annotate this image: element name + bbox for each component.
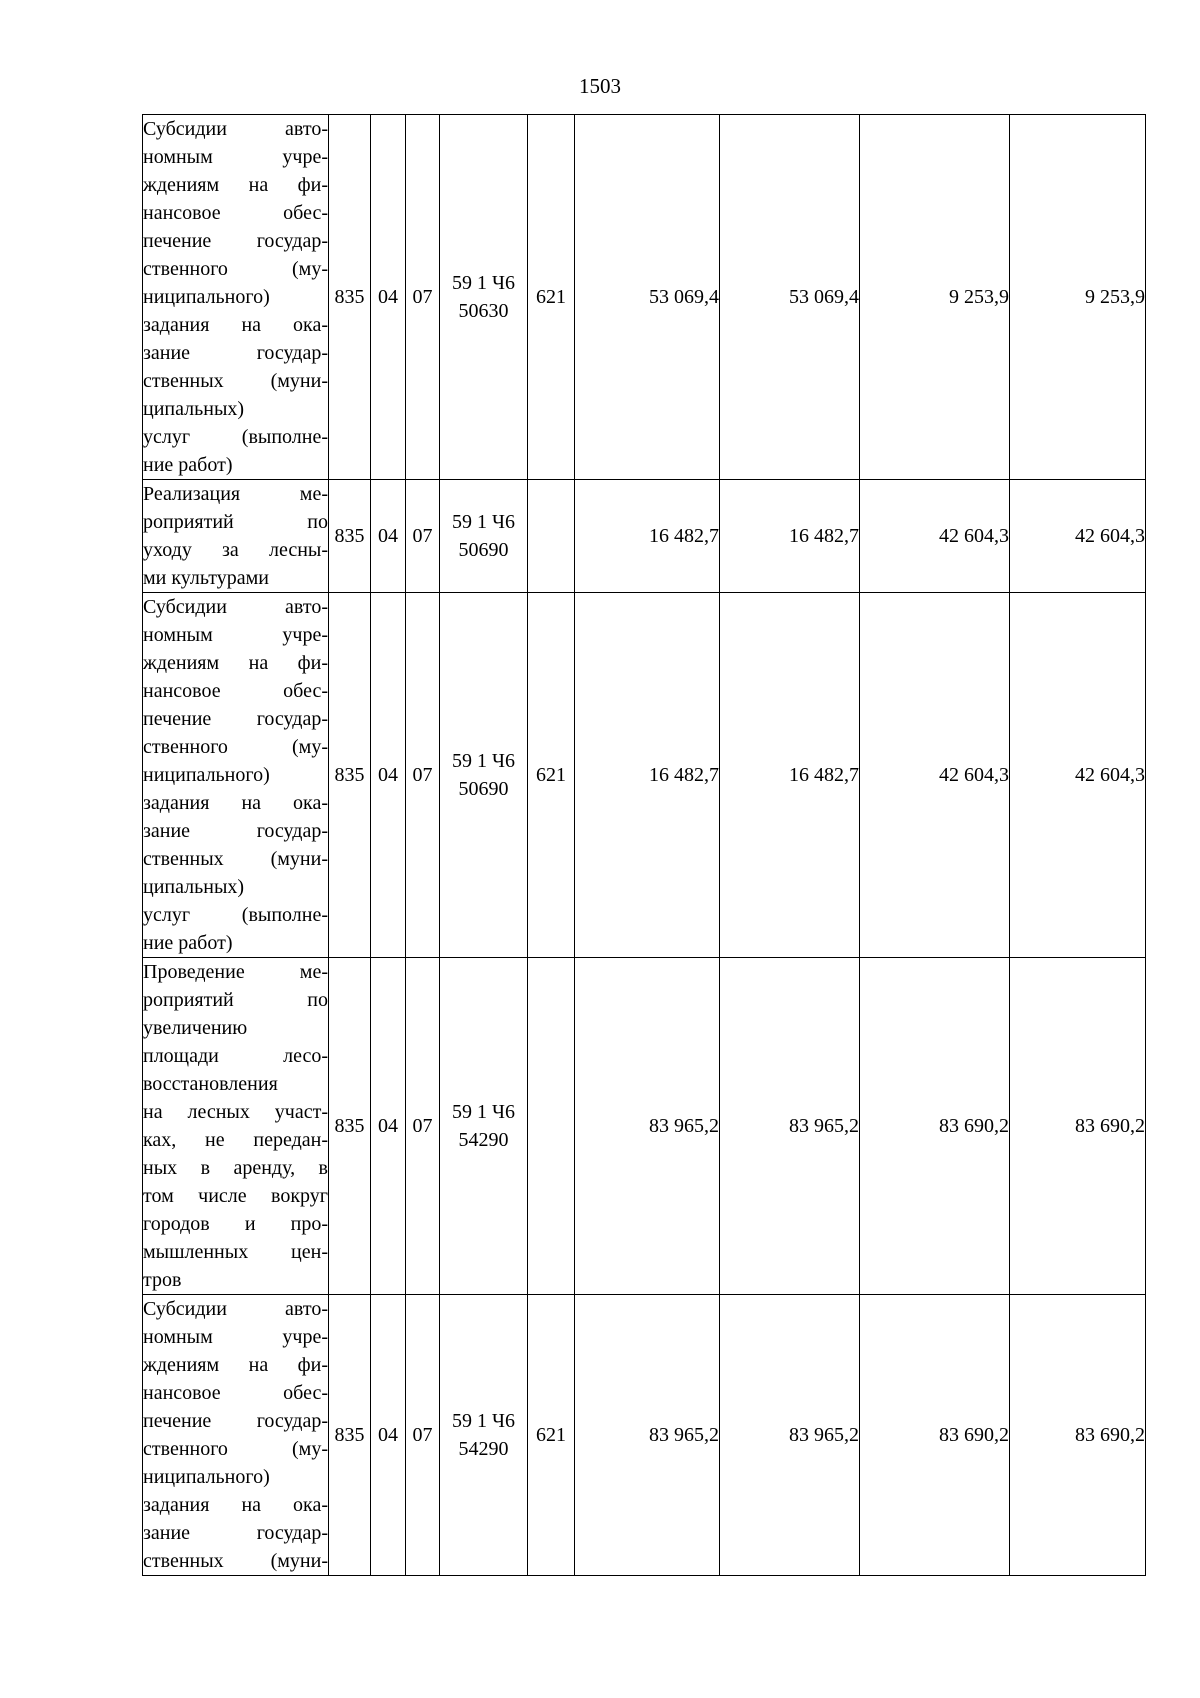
subsection-code: 07	[406, 480, 440, 593]
expense-type: 621	[528, 1295, 575, 1576]
expense-type	[528, 480, 575, 593]
section-code: 04	[371, 1295, 406, 1576]
target-article: 59 1 Ч6 50690	[440, 480, 528, 593]
expense-type	[528, 958, 575, 1295]
amount-2: 83 965,2	[720, 1295, 860, 1576]
amount-3: 42 604,3	[860, 593, 1010, 958]
ministry-code: 835	[329, 593, 371, 958]
ministry-code: 835	[329, 1295, 371, 1576]
section-code: 04	[371, 958, 406, 1295]
subsection-code: 07	[406, 593, 440, 958]
amount-3: 83 690,2	[860, 1295, 1010, 1576]
section-code: 04	[371, 480, 406, 593]
amount-1: 53 069,4	[575, 115, 720, 480]
target-article: 59 1 Ч6 54290	[440, 958, 528, 1295]
amount-1: 83 965,2	[575, 1295, 720, 1576]
amount-1: 16 482,7	[575, 593, 720, 958]
expense-type: 621	[528, 593, 575, 958]
subsection-code: 07	[406, 958, 440, 1295]
ministry-code: 835	[329, 115, 371, 480]
amount-1: 83 965,2	[575, 958, 720, 1295]
amount-3: 9 253,9	[860, 115, 1010, 480]
ministry-code: 835	[329, 958, 371, 1295]
amount-2: 83 965,2	[720, 958, 860, 1295]
target-article: 59 1 Ч6 50630	[440, 115, 528, 480]
amount-2: 53 069,4	[720, 115, 860, 480]
table-row	[143, 115, 1146, 480]
row-name-cell: Реализация ме- роприятий по уходу за лесны- ми культурами	[143, 480, 329, 593]
section-code: 04	[371, 593, 406, 958]
amount-4: 42 604,3	[1010, 593, 1146, 958]
table-row	[143, 1295, 1146, 1576]
amount-4: 83 690,2	[1010, 1295, 1146, 1576]
amount-4: 83 690,2	[1010, 958, 1146, 1295]
amount-2: 16 482,7	[720, 593, 860, 958]
target-article: 59 1 Ч6 54290	[440, 1295, 528, 1576]
amount-3: 83 690,2	[860, 958, 1010, 1295]
page-number: 1503	[579, 74, 621, 98]
expense-type: 621	[528, 115, 575, 480]
ministry-code: 835	[329, 480, 371, 593]
subsection-code: 07	[406, 1295, 440, 1576]
subsection-code: 07	[406, 115, 440, 480]
target-article: 59 1 Ч6 50690	[440, 593, 528, 958]
table-row	[143, 958, 1146, 1295]
row-name-cell: Субсидии авто- номным учре- ждениям на фи- нансовое обес- печение государ- ственного (му- ниципального) задания на ока- зание государ- ственных (муни- ципальных) услуг (выполне- ние работ)	[143, 593, 329, 958]
row-name-cell: Проведение ме- роприятий по увеличению площади лесо- восстановления на лесных участ- ках, не передан- ных в аренду, в том числе вокруг городов и про- мышленных цен- тров	[143, 958, 329, 1295]
table-row	[143, 593, 1146, 958]
row-name-cell: Субсидии авто- номным учре- ждениям на фи- нансовое обес- печение государ- ственного (му- ниципального) задания на ока- зание государ- ственных (муни-	[143, 1295, 329, 1576]
amount-4: 9 253,9	[1010, 115, 1146, 480]
amount-4: 42 604,3	[1010, 480, 1146, 593]
table-row	[143, 480, 1146, 593]
amount-2: 16 482,7	[720, 480, 860, 593]
amount-1: 16 482,7	[575, 480, 720, 593]
section-code: 04	[371, 115, 406, 480]
amount-3: 42 604,3	[860, 480, 1010, 593]
row-name-cell: Субсидии авто- номным учре- ждениям на фи- нансовое обес- печение государ- ственного (му- ниципального) задания на ока- зание государ- ственных (муни- ципальных) услуг (выполне- ние работ)	[143, 115, 329, 480]
budget-table	[142, 114, 1146, 1576]
